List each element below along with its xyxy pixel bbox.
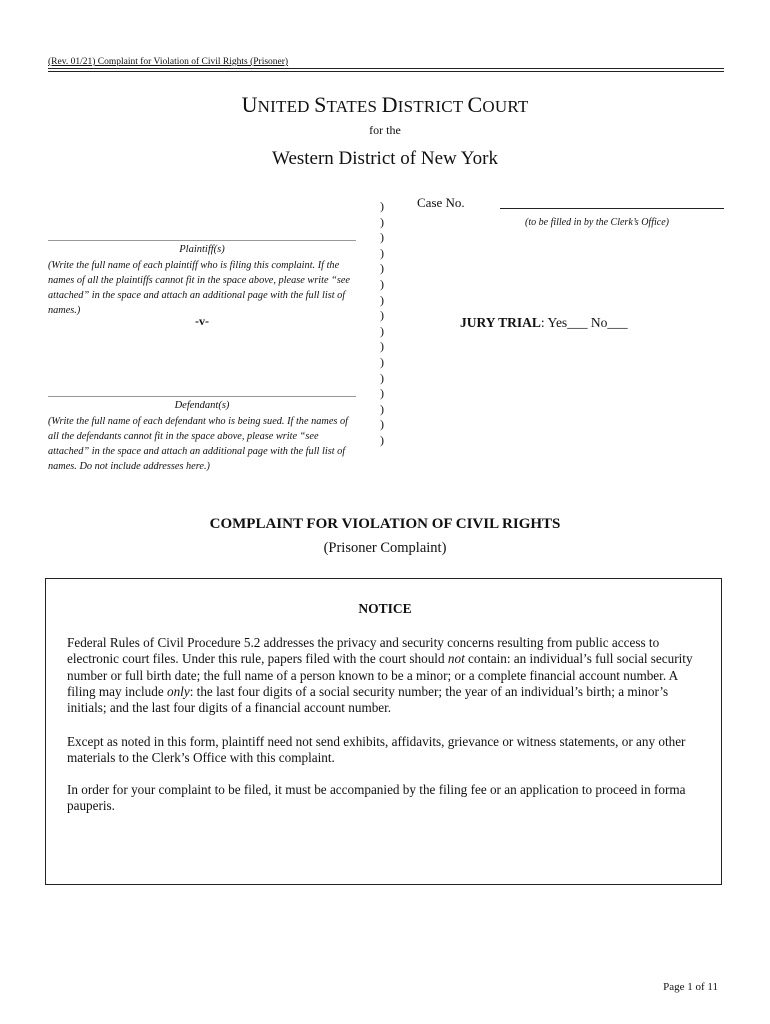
notice-paragraph-privacy: Federal Rules of Civil Procedure 5.2 addresses the privacy and security concerns resulting from public access to electronic court files. Under this rule, papers filed with the court should not contain: an individual’s full social security number or full birth date; the full name of a person known to be a minor; or a complete financial account number. A filing may include only: the last four digits of a social security number; the year of an individual’s birth; a minor’s initials; and the last four digits of a financial account number.: [67, 635, 693, 716]
plaintiff-instructions: (Write the full name of each plaintiff who is filing this complaint. If the names of all the plaintiffs cannot fit in the space above, please write “see attached” in the space and attach an additional page with the full list of names.): [48, 260, 350, 316]
district-name: Western District of New York: [272, 148, 498, 169]
defendant-name-field[interactable]: [48, 396, 356, 397]
plaintiff-name-field[interactable]: [48, 240, 356, 241]
jury-trial-label: JURY TRIAL: [460, 315, 541, 330]
header-rule-top: [48, 68, 724, 69]
defendant-instructions: (Write the full name of each defendant who is being sued. If the names of all the defendants cannot fit in the space above, please write “see attached” in the space and attach an additional page with the full list of names. Do not include addresses here.): [48, 416, 348, 472]
case-number-label: Case No.: [417, 195, 465, 210]
case-number-field[interactable]: [500, 208, 724, 209]
versus-label: -v-: [195, 314, 209, 328]
notice-box: [45, 578, 722, 885]
clerk-note: (to be filled in by the Clerk’s Office): [525, 217, 669, 228]
page-number: Page 1 of 11: [663, 981, 718, 993]
document-subtitle: (Prisoner Complaint): [323, 540, 447, 556]
jury-trial-options: : Yes___ No___: [540, 315, 628, 330]
defendant-label: Defendant(s): [174, 400, 230, 411]
court-title: UNITED STATES DISTRICT COURT: [241, 92, 529, 117]
for-the-label: for the: [369, 123, 401, 137]
form-revision-header: (Rev. 01/21) Complaint for Violation of Civil Rights (Prisoner): [48, 57, 289, 67]
plaintiff-label: Plaintiff(s): [179, 244, 225, 255]
caption-divider: ) ) ) ) ) ) ) ) ) ) ) ) ) ) ) ): [380, 199, 384, 447]
document-title: COMPLAINT FOR VIOLATION OF CIVIL RIGHTS: [209, 516, 561, 532]
notice-heading: NOTICE: [358, 601, 412, 616]
header-rule-bottom: [48, 71, 724, 72]
notice-paragraph-filing-fee: In order for your complaint to be filed, it must be accompanied by the filing fee or an application to proceed in forma pauperis.: [67, 782, 686, 814]
jury-trial-selection[interactable]: [460, 315, 628, 331]
notice-paragraph-exhibits: Except as noted in this form, plaintiff need not send exhibits, affidavits, grievance or witness statements, or any other materials to the Clerk’s Office with this complaint.: [67, 734, 686, 766]
